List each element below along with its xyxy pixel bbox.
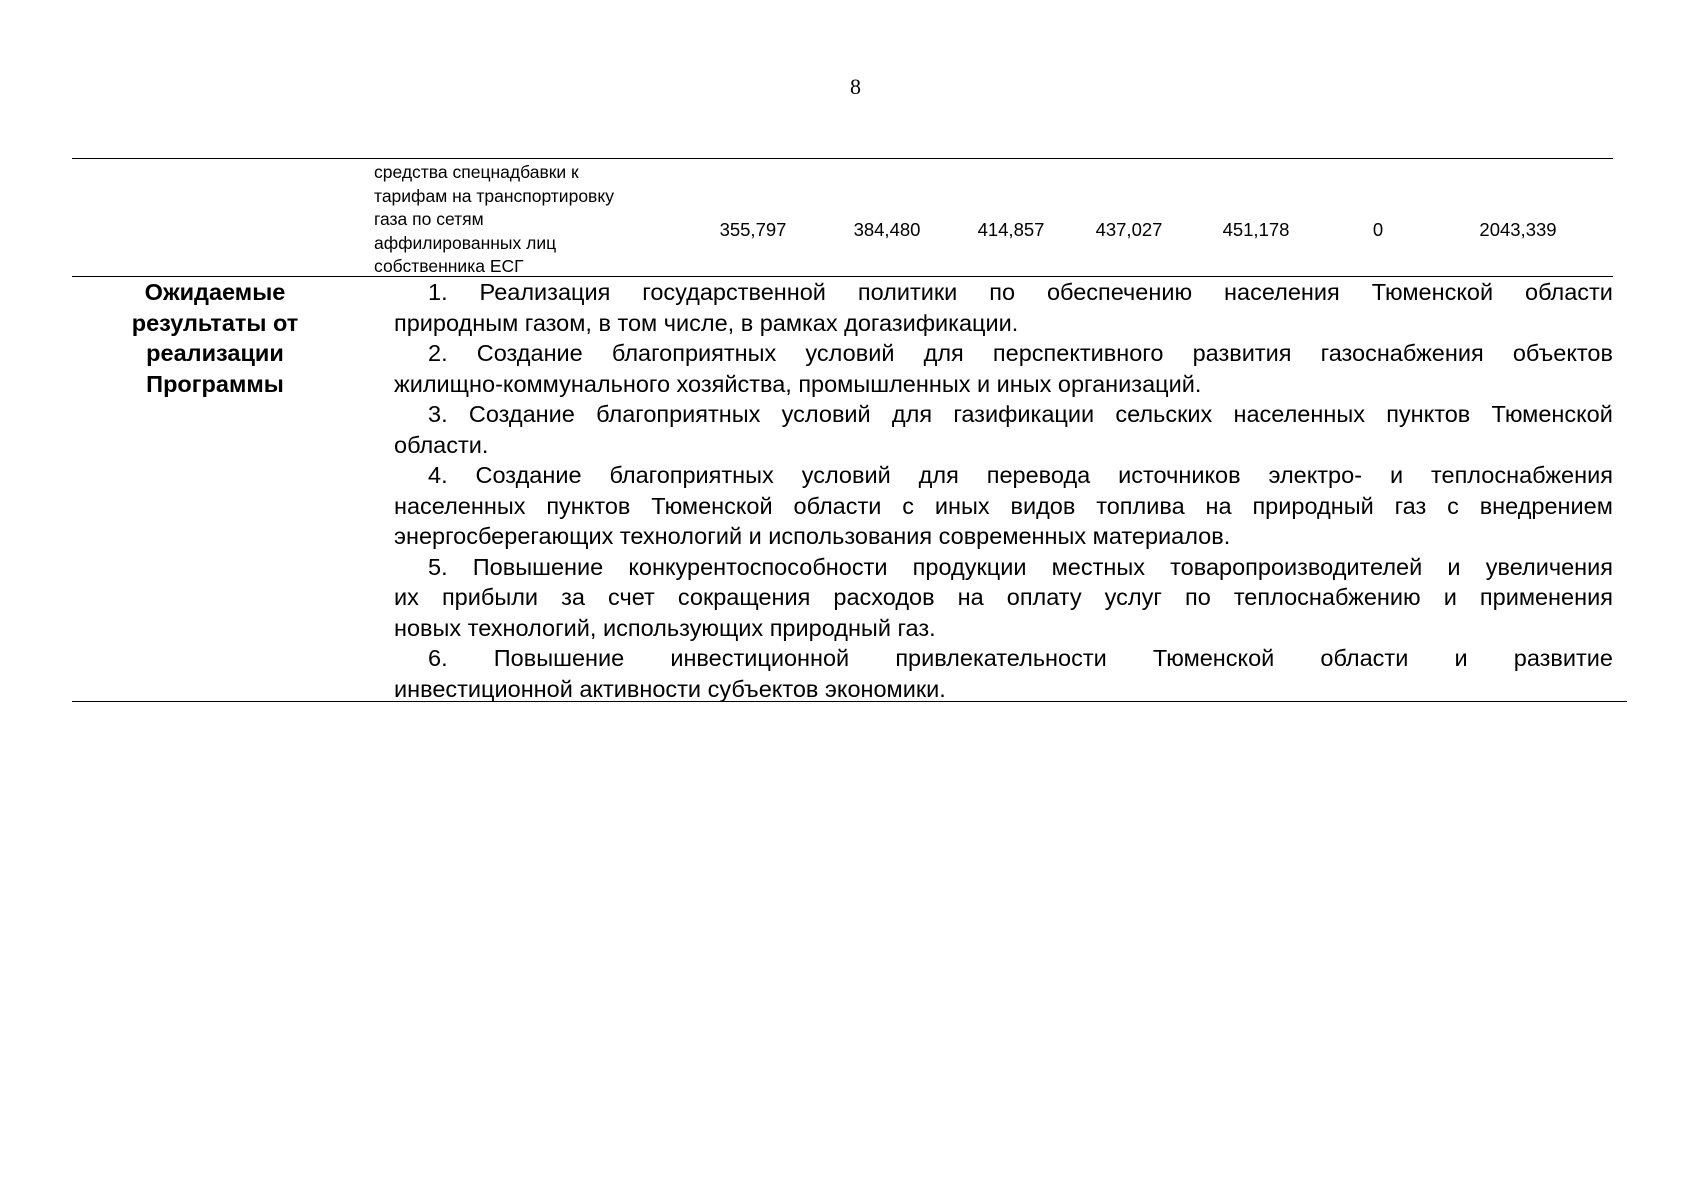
- word: области: [1320, 645, 1409, 671]
- word: и: [1447, 553, 1461, 580]
- word: населения: [1224, 279, 1340, 305]
- expected-results-list: [394, 277, 1613, 704]
- word: электро-: [1268, 462, 1363, 488]
- word: условий: [801, 462, 891, 488]
- result-line: [394, 460, 1613, 491]
- funding-value-year-1: 355,797: [719, 219, 787, 240]
- heading-line: Ожидаемые: [144, 279, 286, 305]
- word: 5.: [428, 553, 448, 580]
- word: 6.: [428, 645, 448, 671]
- funding-label-line: газа по сетям: [374, 209, 484, 229]
- word: благоприятных: [611, 340, 777, 366]
- word: инвестиционной: [670, 645, 850, 671]
- word: Реализация: [479, 279, 611, 305]
- word: теплоснабжения: [1431, 462, 1613, 488]
- word: товаропроизводителей: [1170, 553, 1423, 580]
- word: по: [1184, 584, 1211, 610]
- word: 2.: [428, 340, 448, 366]
- result-line: инвестиционной активности субъектов экономики.: [394, 675, 946, 702]
- word: на: [1205, 492, 1232, 519]
- word: расходов: [833, 584, 935, 610]
- result-item-2: [394, 338, 1613, 399]
- word: природный: [1252, 492, 1374, 519]
- funding-source-row: [72, 159, 1634, 276]
- word: Тюменской: [1152, 645, 1275, 671]
- word: условий: [805, 340, 895, 366]
- word: внедрением: [1479, 492, 1613, 519]
- result-line: области.: [394, 431, 489, 458]
- result-line: новых технологий, использующих природный газ.: [394, 614, 936, 641]
- word: Повышение: [472, 553, 604, 580]
- word: продукции: [912, 553, 1027, 580]
- word: благоприятных: [596, 401, 761, 427]
- word: объектов: [1512, 340, 1613, 366]
- result-item-4: [394, 460, 1613, 552]
- result-line: природным газом, в том числе, в рамках догазификации.: [394, 309, 1019, 336]
- word: и: [1454, 645, 1468, 671]
- word: на: [957, 584, 984, 610]
- word: Тюменской: [1371, 279, 1494, 305]
- word: области: [1525, 279, 1613, 305]
- word: конкурентоспособности: [628, 553, 888, 580]
- word: увеличения: [1485, 553, 1613, 580]
- word: условий: [781, 401, 871, 427]
- word: по: [989, 279, 1016, 305]
- result-line: [394, 582, 1613, 613]
- page-number: 8: [850, 74, 861, 99]
- funding-value-year-4: 437,027: [1095, 219, 1163, 240]
- word: населенных: [1233, 401, 1365, 427]
- funding-value-total: 2043,339: [1479, 219, 1557, 240]
- word: оплату: [1006, 584, 1082, 610]
- table-bottom-rule: [72, 701, 1627, 702]
- funding-value-year-5: 451,178: [1222, 219, 1290, 240]
- heading-line: результаты от: [131, 309, 299, 336]
- result-line: [394, 491, 1613, 522]
- word: 1.: [428, 279, 448, 305]
- word: 3.: [428, 401, 448, 427]
- result-line: [394, 277, 1613, 308]
- heading-line: Программы: [146, 370, 284, 397]
- result-line: жилищно-коммунального хозяйства, промышленных и иных организаций.: [394, 370, 1202, 397]
- word: развитие: [1513, 645, 1613, 671]
- result-line: [394, 552, 1613, 583]
- word: применения: [1479, 584, 1613, 610]
- funding-source-label: [374, 161, 664, 279]
- word: для: [923, 340, 964, 366]
- funding-label-line: аффилированных лиц: [374, 232, 557, 253]
- funding-value-year-6: 0: [1372, 219, 1384, 240]
- funding-label-line: тарифам на транспортировку: [374, 185, 614, 206]
- word: топлива: [1096, 492, 1185, 519]
- word: населенных: [394, 492, 526, 519]
- result-line: энергосберегающих технологий и использования современных материалов.: [394, 523, 1231, 549]
- result-line: [394, 643, 1613, 674]
- word: за: [561, 584, 585, 610]
- word: источников: [1118, 462, 1241, 488]
- word: Создание: [476, 340, 583, 366]
- word: и: [1389, 462, 1404, 488]
- funding-label-line: средства спецнадбавки к: [374, 162, 579, 182]
- word: с: [902, 492, 915, 519]
- word: политики: [857, 279, 958, 305]
- word: благоприятных: [609, 462, 774, 488]
- word: газ: [1394, 492, 1427, 519]
- word: государственной: [642, 279, 826, 305]
- word: Создание: [468, 401, 575, 427]
- word: Тюменской: [1491, 401, 1613, 427]
- word: Повышение: [493, 645, 625, 671]
- word: привлекательности: [895, 645, 1107, 671]
- word: Тюменской: [651, 492, 773, 519]
- funding-value-year-3: 414,857: [977, 219, 1045, 240]
- word: Создание: [475, 462, 582, 488]
- expected-results-heading: [120, 277, 310, 399]
- word: обеспечению: [1046, 279, 1193, 305]
- result-item-5: [394, 552, 1613, 644]
- word: развития: [1192, 340, 1292, 366]
- word: перспективного: [992, 340, 1164, 366]
- result-line: [394, 399, 1613, 430]
- word: и: [1443, 584, 1457, 610]
- expected-results-row: [72, 277, 1634, 701]
- word: счет: [608, 584, 655, 610]
- word: области: [793, 492, 882, 519]
- result-item-3: [394, 399, 1613, 460]
- word: для: [918, 462, 959, 488]
- word: услуг: [1104, 584, 1162, 610]
- word: перевода: [986, 462, 1091, 488]
- word: пунктов: [1386, 401, 1471, 427]
- result-line: [394, 338, 1613, 369]
- word: их: [394, 584, 419, 610]
- heading-line: реализации: [146, 340, 284, 366]
- word: сельских: [1115, 401, 1213, 427]
- word: пунктов: [546, 492, 631, 519]
- funding-label-line: собственника ЕСГ: [374, 256, 524, 276]
- word: газификации: [953, 401, 1095, 427]
- result-item-6: [394, 643, 1613, 704]
- word: сокращения: [677, 584, 811, 610]
- funding-value-year-2: 384,480: [853, 219, 921, 240]
- word: 4.: [428, 462, 448, 488]
- word: местных: [1051, 553, 1145, 580]
- result-item-1: [394, 277, 1613, 338]
- word: видов: [1010, 492, 1076, 519]
- word: газоснабжения: [1320, 340, 1484, 366]
- word: для: [891, 401, 933, 427]
- word: теплоснабжению: [1233, 584, 1421, 610]
- word: с: [1447, 492, 1459, 519]
- word: иных: [934, 492, 990, 519]
- word: прибыли: [441, 584, 539, 610]
